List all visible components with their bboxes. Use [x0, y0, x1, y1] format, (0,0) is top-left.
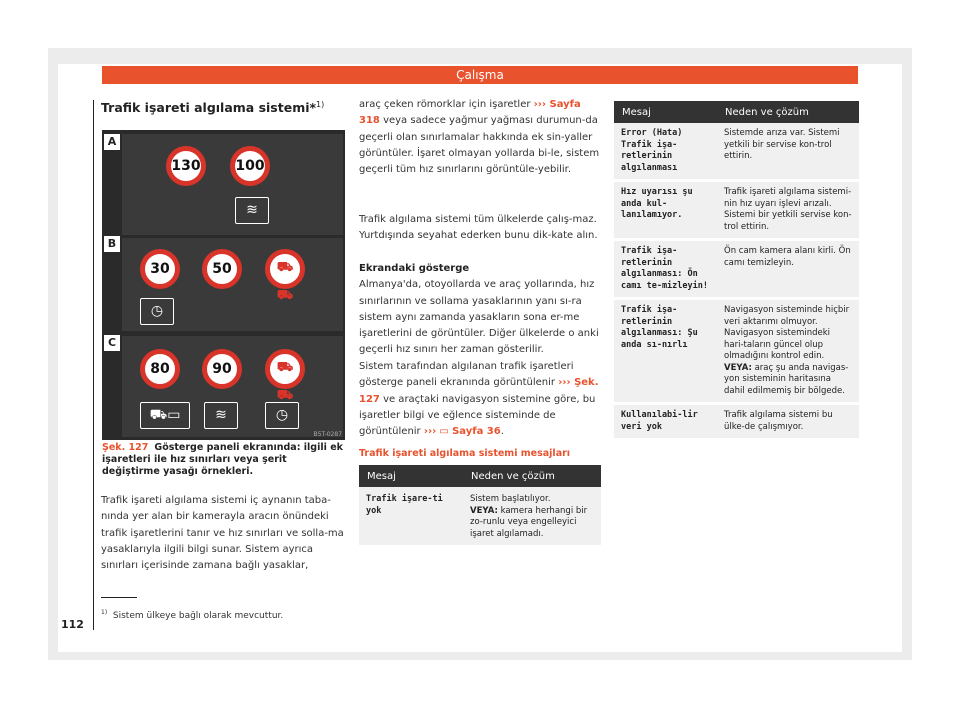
message-cell: Hız uyarısı şu anda kul-lanılamıyor.: [614, 181, 717, 240]
message-cell: Trafik işa-retlerinin algılanması: Şu anda sı-nırlı: [614, 299, 717, 404]
header-mesaj: Mesaj: [614, 101, 717, 123]
no-overtaking-sign: ⛟⛟: [265, 249, 305, 289]
p4-text-a: Sistem tarafından algılanan trafik işaretleri gösterge paneli ekranında görüntülenir: [359, 361, 574, 389]
solution-text: Navigasyon sisteminde hiçbir veri aktarımı olmuyor. Navigasyon sistemindeki hari-taların güncel olup olmadığını kontrol edin.: [724, 305, 850, 361]
caption-text: Gösterge paneli ekranında: ilgili ek işaretleri ile hız sınırları veya şerit değiştirme yasağı örnekleri.: [102, 442, 343, 477]
speed-sign-100: 100: [230, 146, 270, 186]
caption-label: Şek. 127: [102, 442, 149, 453]
footnote: [101, 609, 283, 621]
road-slippery-icon: ≋: [235, 197, 269, 224]
title-footnote-ref: 1): [316, 100, 325, 109]
paragraph-2: Trafik algılama sistemi tüm ülkelerde çalış-maz. Yurtdışında seyahat ederken bunu dik-kate alın.: [359, 214, 598, 242]
solution-text-2: kamera herhangi bir zo-runlu veya engelleyici işaret algılamadı.: [470, 505, 588, 539]
messages-table-2: [614, 101, 859, 441]
solution-cell: [717, 299, 859, 404]
clock-icon: ◷: [265, 402, 299, 429]
figure-code: B5T-0287: [313, 431, 342, 438]
section-title: [101, 100, 324, 115]
car-trailer-icon: ⛟▭: [140, 402, 190, 429]
speed-sign-130: 130: [166, 146, 206, 186]
section-header: Çalışma: [102, 66, 858, 84]
panel-label-a: A: [104, 134, 120, 150]
table-row: [614, 404, 859, 440]
table-row: [614, 240, 859, 299]
p1-text-b: veya sadece yağmur yağması durumun-da geçerli olan sınırlamalar hakkında ek sin-yaller görüntüler. İşaret olmayan yollarda bi-le, sistem geçerli tüm hız sınırlarını görüntüle-yebilir.: [359, 115, 600, 176]
page-link-318[interactable]: ››› Sayfa 318: [359, 99, 581, 127]
p1-text-a: araç çeken römorklar için işaretler: [359, 99, 531, 110]
body-paragraph: Trafik işareti algılama sistemi iç aynanın taba-nında yer alan bir kamerayla aracın önündeki trafik işaretlerini tanır ve hız sınırları ve solla-ma yasaklarıyla ilgili bilgi sunar. Sistem ayrıca sınırları içerisinde zamana bağlı yasaklar,: [101, 495, 344, 572]
paragraph-1: [359, 97, 601, 178]
footnote-rule: [101, 597, 137, 598]
clock-icon: ◷: [140, 298, 174, 325]
page-link-36[interactable]: Sayfa 36: [452, 426, 501, 438]
table-row: [359, 487, 601, 547]
panel-label-b: B: [104, 236, 120, 252]
panel-label-c: C: [104, 335, 120, 351]
no-overtaking-sign: ⛟⛟: [265, 349, 305, 389]
panel-a: [122, 134, 343, 235]
figure-caption: [102, 442, 344, 478]
table-row: [614, 299, 859, 404]
footnote-text: Sistem ülkeye bağlı olarak mevcuttur.: [112, 611, 284, 621]
message-cell: Trafik işare-ti yok: [359, 487, 463, 547]
message-cell: Kullanılabi-lir veri yok: [614, 404, 717, 440]
p4-end: .: [500, 426, 504, 438]
header-neden: Neden ve çözüm: [463, 465, 601, 487]
solution-or-label: VEYA:: [470, 505, 498, 516]
speed-sign-80: 80: [140, 349, 180, 389]
p3-text: Almanya'da, otoyollarda ve araç yollarında, hız sınırlarının ve sollama yasaklarının yanı sı-ra sistem aynı zamanda yasakların sona er-me işaretlerini de görüntüler. Diğer ülkelerde o anki geçerli hız sınırı her zaman gösterilir.: [359, 279, 599, 356]
header-neden: Neden ve çözüm: [717, 101, 859, 123]
messages-table-1: [359, 465, 601, 548]
solution-cell: Ön cam kamera alanı kirli. Ön camı temizleyin.: [717, 240, 859, 299]
paragraph-3: [359, 261, 601, 359]
margin-rule: [93, 100, 94, 630]
speed-sign-90: 90: [202, 349, 242, 389]
message-cell: Trafik işa-retlerinin algılanması: Ön camı te-mizleyin!: [614, 240, 717, 299]
table-row: [614, 123, 859, 181]
solution-text-2: araç şu anda navigas-yon sisteminin haritasına dahil edilmemiş bir bölgede.: [724, 362, 849, 396]
title-text: Trafik işareti algılama sistemi*: [101, 100, 317, 116]
solution-cell: Trafik işareti algılama sistemi-nin hız uyarı işlevi arızalı. Sistemi bir yetkili servise kon-trol ettirin.: [717, 181, 859, 240]
page-number: 112: [61, 618, 84, 631]
figure-link-127[interactable]: ››› Şek. 127: [359, 377, 599, 405]
message-cell: Error (Hata) Trafik işa-retlerinin algılanması: [614, 123, 717, 181]
speed-sign-30: 30: [140, 249, 180, 289]
solution-cell: [463, 487, 601, 547]
page-link-arrow[interactable]: ›››: [423, 426, 437, 438]
display-subheading: Ekrandaki gösterge: [359, 263, 470, 274]
paragraph-4: [359, 359, 601, 440]
solution-cell: Sistemde arıza var. Sistemi yetkili bir servise kon-trol ettirin.: [717, 123, 859, 181]
solution-or-label: VEYA:: [724, 362, 752, 373]
table-row: [614, 181, 859, 240]
footnote-mark: 1): [101, 609, 108, 616]
figure-127: [102, 130, 345, 440]
header-mesaj: Mesaj: [359, 465, 463, 487]
solution-text: Sistem başlatılıyor.: [470, 494, 551, 504]
table-title: Trafik işareti algılama sistemi mesajları: [359, 448, 571, 459]
road-slippery-icon: ≋: [204, 402, 238, 429]
speed-sign-50: 50: [202, 249, 242, 289]
solution-cell: Trafik algılama sistemi bu ülke-de çalışmıyor.: [717, 404, 859, 440]
p4-text-b: ve araçtaki navigasyon sistemine göre, bu işaretler bilgi ve eğlence sisteminde de görüntülenir: [359, 393, 596, 438]
infotainment-icon: ▭: [439, 426, 449, 438]
